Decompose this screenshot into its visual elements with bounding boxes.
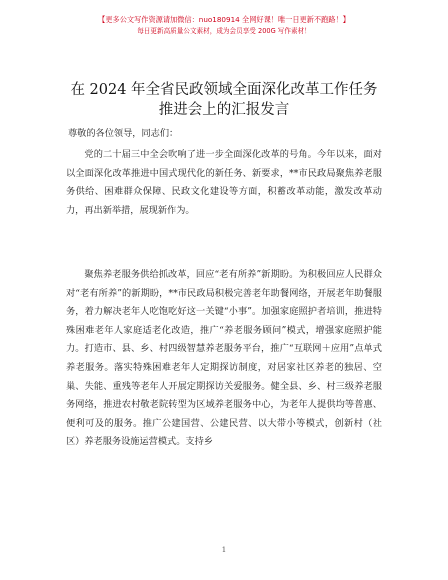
body-paragraph-2: 聚焦养老服务供给抓改革，回应“老有所养”新期盼。为积极回应人民群众对“老有所养”的新期盼，**市民政局积极完善老年助餐网络，开展老年助餐服务，着力解决老年人吃饱吃好这一关键“小事”。加强家庭照护者培训，推进特殊困难老年人家庭适老化改造，推广“养老服务顾问”模式，增强家庭照护能力。打造市、县、乡、村四级智慧养老服务平台，推广“互联网＋应用”点单式养老服务。落实特殊困难老年人定期探访制度，对居家社区养老的独居、空巢、失能、重残等老年人开展定期探访关爱服务。健全县、乡、村三级养老服务网络，推进农村敬老院转型为区域养老服务中心，为老年人提供均等普惠、便利可及的服务。推广公建国营、公建民营、以大带小等模式，创新村（社区）养老服务设施运营模式。支持乡 <box>66 269 382 448</box>
document-title-line2: 推进会上的汇报发言 <box>158 102 290 118</box>
document-title <box>40 80 408 120</box>
salutation: 尊敬的各位领导，同志们： <box>68 128 179 139</box>
document-title-line1: 在 2024 年全省民政领域全面深化改革工作任务 <box>70 82 378 98</box>
promo-banner-line1: 【更多公文写作资源请加微信：nuo180914 全网好课！唯一日更新不跑路！】 <box>98 15 350 24</box>
page-number: 1 <box>221 546 227 554</box>
promo-banner <box>0 14 448 37</box>
promo-banner-line2: 每日更新高质量公文素材，成为会员享受 200G 写作素材！ <box>137 27 311 35</box>
body-paragraph-1: 党的二十届三中全会吹响了进一步全面深化改革的号角。今年以来，面对以全面深化改革推进中国式现代化的新任务、新要求，**市民政局聚焦养老服务供给、困难群众保障、民政文化建设等方面，积蓄改革动能，激发改革动力，再出新举措，展现新作为。 <box>66 149 382 216</box>
